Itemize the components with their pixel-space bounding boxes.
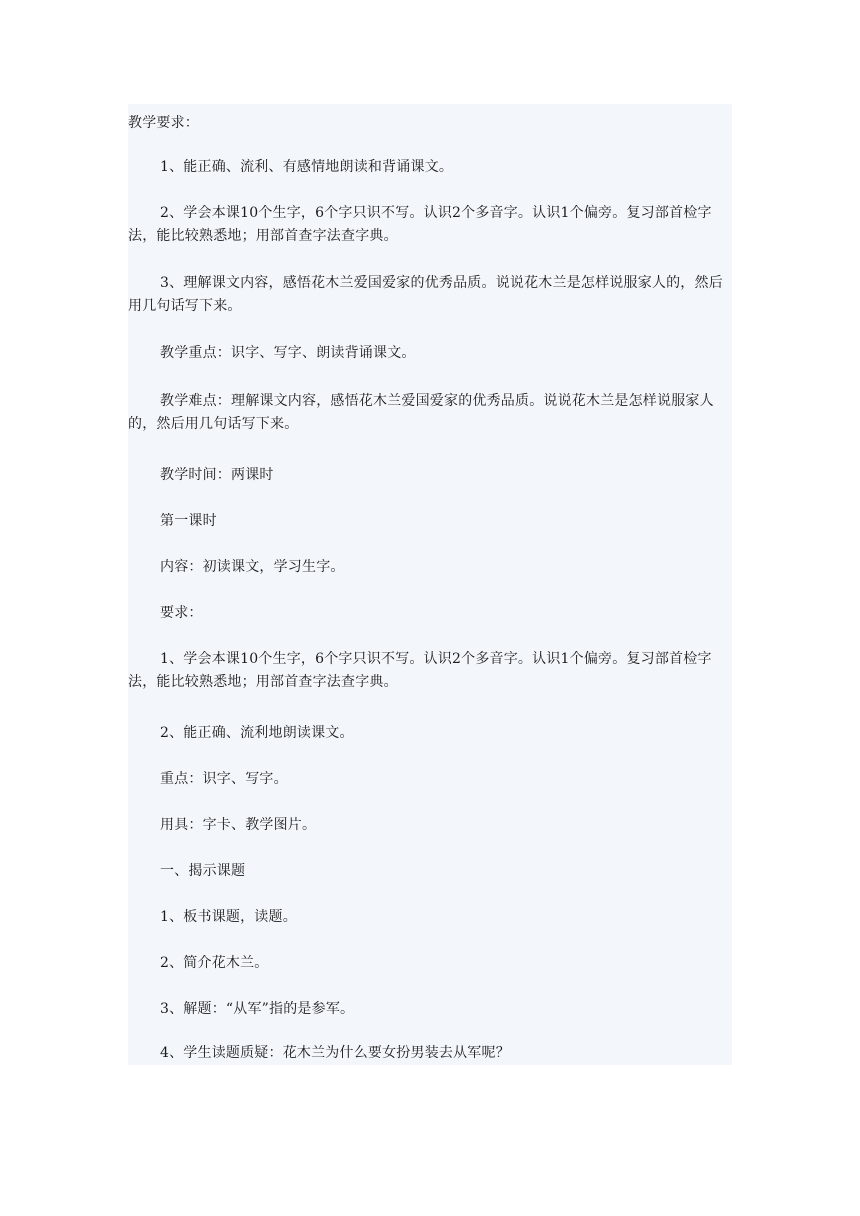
requirement-item-1: 1、能正确、流利、有感情地朗读和背诵课文。	[160, 159, 454, 175]
lesson-requirement-1: 1、学会本课10个生字，6个字只识不写。认识2个多音字。认识1个偏旁。复习部首检字法，能比较熟悉地；用部首查字法查字典。	[128, 651, 712, 690]
step-2: 2、简介花木兰。	[160, 955, 269, 971]
lesson-one-heading: 第一课时	[160, 513, 217, 529]
step-4: 4、学生读题质疑：花木兰为什么要女扮男装去从军呢？	[160, 1045, 510, 1061]
step-1: 1、板书课题，读题。	[160, 909, 297, 925]
lesson-materials: 用具：字卡、教学图片。	[160, 817, 317, 833]
requirement-item-2: 2、学会本课10个生字，6个字只识不写。认识2个多音字。认识1个偏旁。复习部首检字法，能比较熟悉地；用部首查字法查字典。	[128, 205, 712, 244]
lesson-requirement-2: 2、能正确、流利地朗读课文。	[160, 725, 354, 741]
section-reveal-topic: 一、揭示课题	[160, 863, 246, 879]
lesson-key-points: 重点：识字、写字。	[160, 771, 288, 787]
requirement-item-3: 3、理解课文内容，感悟花木兰爱国爱家的优秀品质。说说花木兰是怎样说服家人的，然后用几句话写下来。	[128, 275, 723, 314]
lesson-requirements-heading: 要求：	[160, 605, 203, 621]
teaching-key-points: 教学重点：识字、写字、朗读背诵课文。	[160, 345, 416, 361]
document-page	[128, 104, 732, 1065]
teaching-difficulties: 教学难点：理解课文内容，感悟花木兰爱国爱家的优秀品质。说说花木兰是怎样说服家人的，然后用几句话写下来。	[128, 393, 714, 432]
step-3: 3、解题：“从军”指的是参军。	[160, 1001, 355, 1017]
heading-teaching-requirements: 教学要求：	[128, 115, 199, 131]
teaching-time: 教学时间：两课时	[160, 467, 274, 483]
lesson-content: 内容：初读课文，学习生字。	[160, 559, 345, 575]
